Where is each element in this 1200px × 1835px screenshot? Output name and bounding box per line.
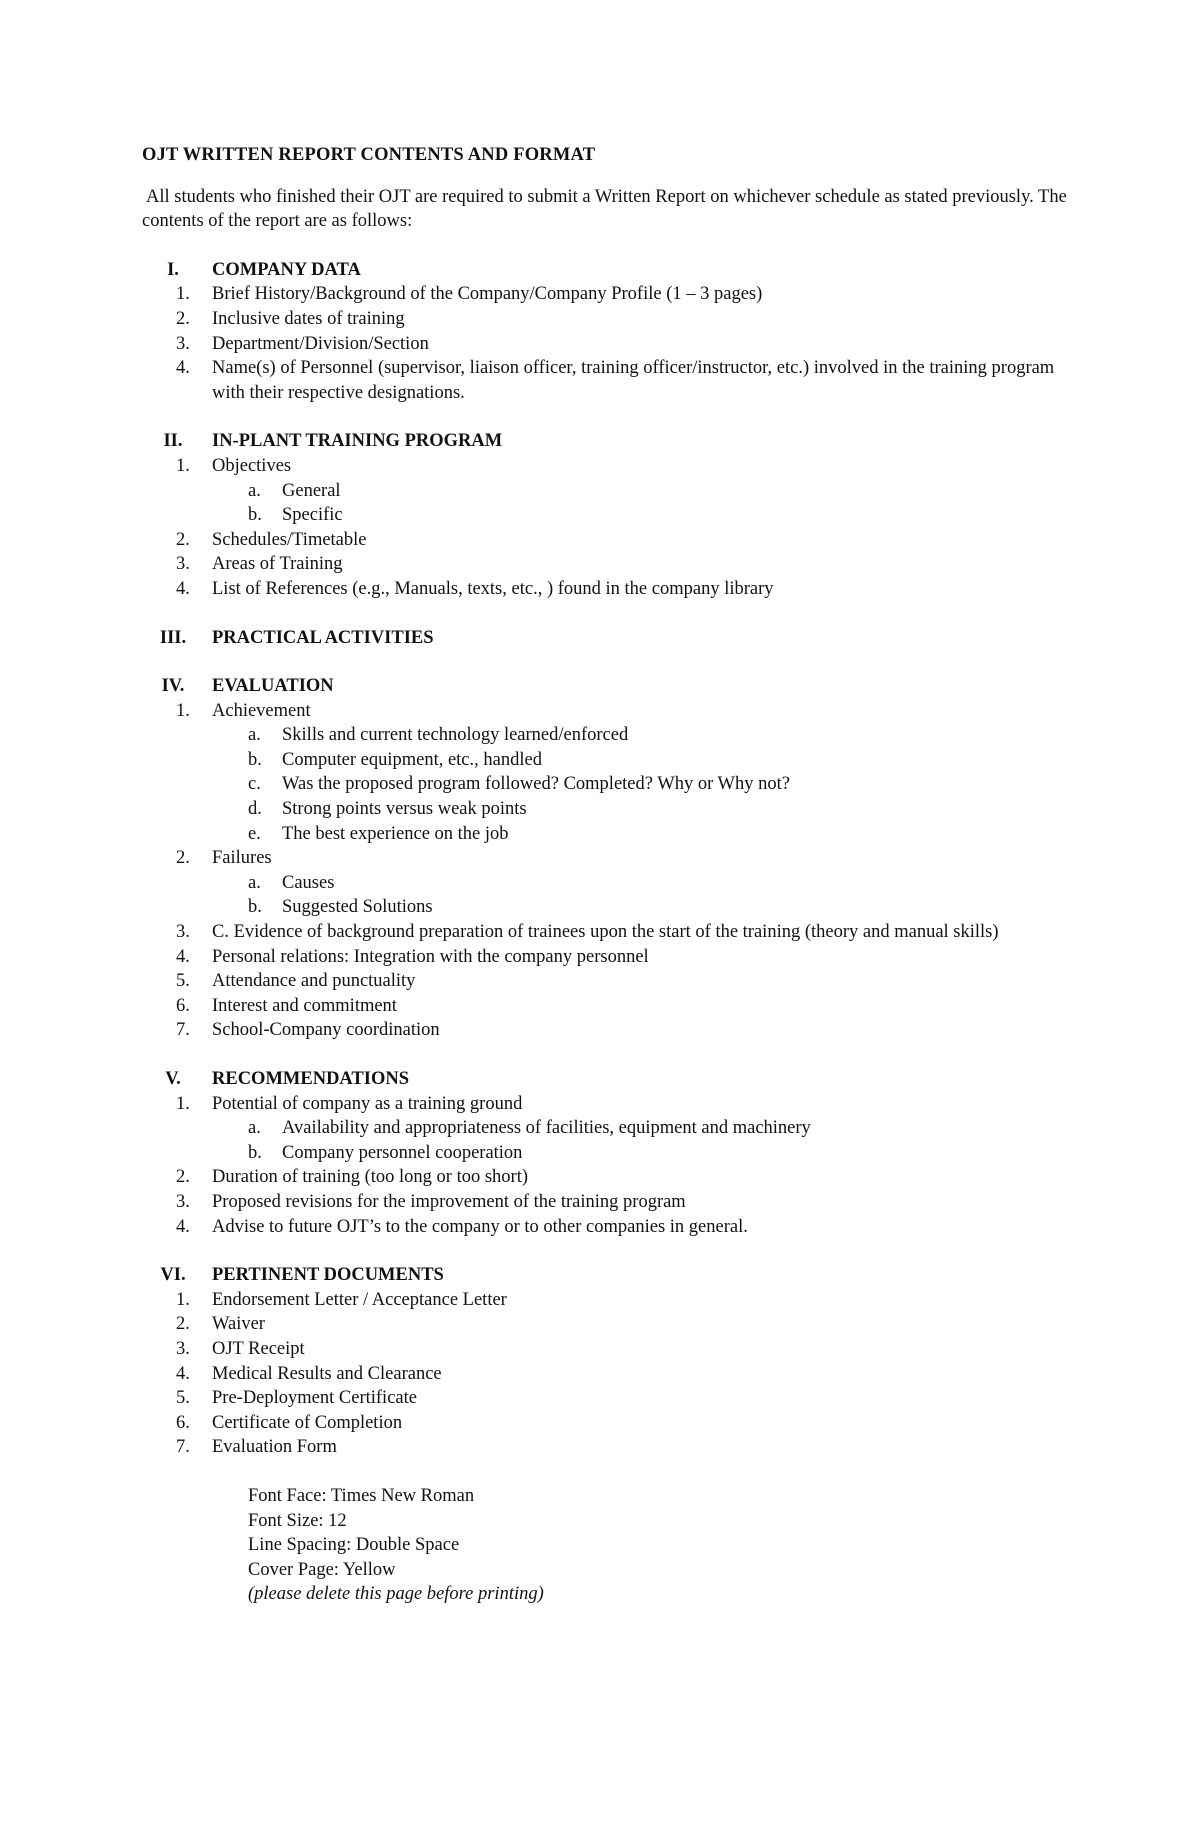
list-item-number: 1. (176, 455, 190, 476)
list-item-number: 2. (176, 848, 190, 869)
section-numeral: IV. (161, 676, 185, 697)
sub-list-item-text: Computer equipment, etc., handled (282, 749, 542, 770)
section-title: COMPANY DATA (212, 259, 361, 280)
list-item-number: 1. (176, 284, 190, 305)
list-item-number: 3. (176, 1338, 190, 1359)
sub-list-item (142, 479, 1072, 504)
list-item (142, 945, 1072, 970)
sub-list-item (142, 723, 1072, 748)
sub-list-item (142, 503, 1072, 528)
list-item (142, 552, 1072, 577)
list-item-number: 2. (176, 529, 190, 550)
section (142, 1263, 1072, 1460)
list-item (142, 920, 1072, 945)
list-item-number: 5. (176, 1388, 190, 1409)
list-item-text: Evaluation Form (212, 1437, 337, 1458)
list-item (142, 1215, 1072, 1240)
list-item (142, 1190, 1072, 1215)
list-item-text: Waiver (212, 1314, 265, 1335)
list-item (142, 1165, 1072, 1190)
section-numeral: III. (159, 627, 187, 648)
section (142, 1067, 1072, 1239)
list-item-text: Inclusive dates of training (212, 308, 405, 329)
list-item-text: List of References (e.g., Manuals, texts, etc., ) found in the company library (212, 578, 774, 599)
list-item-text: Medical Results and Clearance (212, 1363, 442, 1384)
note-delete-instruction: (please delete this page before printing) (248, 1584, 544, 1605)
section-title: EVALUATION (212, 676, 334, 697)
section-heading (142, 429, 1072, 454)
sub-list-item-letter: b. (248, 749, 262, 770)
list-item-text: Failures (212, 848, 272, 869)
sub-list-item-text: Availability and appropriateness of facilities, equipment and machinery (282, 1118, 811, 1139)
sub-list-item-text: Company personnel cooperation (282, 1142, 523, 1163)
list-item-number: 1. (176, 700, 190, 721)
list-item (142, 1312, 1072, 1337)
list-item-text: Department/Division/Section (212, 333, 429, 354)
list-item-number: 6. (176, 1412, 190, 1433)
list-item (142, 1386, 1072, 1411)
list-item (142, 1362, 1072, 1387)
list-item-text: OJT Receipt (212, 1338, 305, 1359)
sub-list-item-letter: b. (248, 1142, 262, 1163)
list-item-number: 4. (176, 946, 190, 967)
note-cover-page: Cover Page: Yellow (248, 1559, 396, 1580)
sub-list-item-letter: b. (248, 897, 262, 918)
sub-list-item-letter: b. (248, 505, 262, 526)
list-item-text: Name(s) of Personnel (supervisor, liaison officer, training officer/instructor, etc.) involved in the training program with their respective designations. (212, 358, 1055, 403)
list-item (142, 454, 1072, 479)
sub-list-item (142, 1141, 1072, 1166)
sub-list-item (142, 895, 1072, 920)
list-item-text: School-Company coordination (212, 1020, 440, 1041)
section (142, 674, 1072, 1043)
list-item-number: 7. (176, 1020, 190, 1041)
list-item-text: Interest and commitment (212, 995, 397, 1016)
sub-list-item-text: Suggested Solutions (282, 897, 433, 918)
list-item-text: C. Evidence of background preparation of trainees upon the start of the training (theory and manual skills) (212, 922, 999, 943)
document-body (142, 143, 1072, 1607)
section-numeral: VI. (160, 1265, 186, 1286)
list-item-text: Achievement (212, 700, 311, 721)
list-item (142, 332, 1072, 357)
note-font-size: Font Size: 12 (248, 1510, 347, 1531)
sub-list-item-letter: a. (248, 1118, 261, 1139)
list-item-number: 6. (176, 995, 190, 1016)
list-item (142, 994, 1072, 1019)
section-numeral: II. (163, 431, 183, 452)
list-item-number: 4. (176, 1363, 190, 1384)
sections-container (142, 258, 1072, 1460)
list-item (142, 577, 1072, 602)
sub-list-item-letter: a. (248, 725, 261, 746)
list-item-text: Proposed revisions for the improvement of the training program (212, 1191, 686, 1212)
section-heading (142, 1067, 1072, 1092)
section-heading (142, 626, 1072, 651)
section (142, 429, 1072, 601)
note-line-spacing: Line Spacing: Double Space (248, 1535, 460, 1556)
page-title: OJT WRITTEN REPORT CONTENTS AND FORMAT (142, 145, 596, 165)
list-item-text: Endorsement Letter / Acceptance Letter (212, 1289, 507, 1310)
list-item-number: 2. (176, 308, 190, 329)
sub-list-item-letter: a. (248, 480, 261, 501)
list-item-text: Personal relations: Integration with the company personnel (212, 946, 649, 967)
list-item-number: 1. (176, 1093, 190, 1114)
list-item-text: Potential of company as a training ground (212, 1093, 523, 1114)
list-item-number: 3. (176, 554, 190, 575)
section-title: IN-PLANT TRAINING PROGRAM (212, 431, 503, 452)
list-item-text: Duration of training (too long or too short) (212, 1167, 528, 1188)
note-font-face: Font Face: Times New Roman (248, 1485, 475, 1506)
sub-list-item-text: General (282, 480, 341, 501)
list-item (142, 1337, 1072, 1362)
list-item-number: 2. (176, 1167, 190, 1188)
sub-list-item (142, 772, 1072, 797)
sub-list-item-letter: e. (248, 823, 261, 844)
list-item (142, 528, 1072, 553)
list-item-number: 5. (176, 971, 190, 992)
section-title: PERTINENT DOCUMENTS (212, 1265, 444, 1286)
sub-list-item-text: Skills and current technology learned/enforced (282, 725, 629, 746)
sub-list-item-text: The best experience on the job (282, 823, 509, 844)
sub-list-item (142, 822, 1072, 847)
section-numeral: I. (167, 259, 179, 280)
list-item-number: 3. (176, 333, 190, 354)
list-item (142, 699, 1072, 724)
list-item-text: Attendance and punctuality (212, 971, 416, 992)
sub-list-item-text: Was the proposed program followed? Completed? Why or Why not? (282, 774, 790, 795)
list-item (142, 356, 1072, 405)
section-heading (142, 1263, 1072, 1288)
list-item (142, 969, 1072, 994)
list-item-number: 4. (176, 358, 190, 379)
sub-list-item (142, 871, 1072, 896)
list-item-number: 1. (176, 1289, 190, 1310)
section-numeral: V. (165, 1069, 181, 1089)
list-item-number: 3. (176, 922, 190, 943)
list-item-text: Certificate of Completion (212, 1412, 403, 1433)
list-item (142, 846, 1072, 871)
sub-list-item-text: Strong points versus weak points (282, 799, 527, 820)
list-item (142, 1411, 1072, 1436)
list-item (142, 1435, 1072, 1460)
section-title: PRACTICAL ACTIVITIES (212, 627, 434, 648)
sub-list-item-text: Specific (282, 505, 343, 526)
sub-list-item (142, 1116, 1072, 1141)
sub-list-item (142, 797, 1072, 822)
format-notes (248, 1484, 1072, 1607)
section-title: RECOMMENDATIONS (212, 1069, 409, 1089)
sub-list-item-text: Causes (282, 872, 335, 893)
list-item (142, 282, 1072, 307)
intro-paragraph: All students who finished their OJT are required to submit a Written Report on whichever schedule as stated previously. The contents of the report are as follows: (142, 186, 1067, 232)
list-item (142, 1092, 1072, 1117)
section (142, 626, 1072, 651)
list-item-number: 3. (176, 1191, 190, 1212)
list-item-text: Advise to future OJT’s to the company or to other companies in general. (212, 1216, 748, 1237)
list-item-text: Schedules/Timetable (212, 529, 367, 550)
section-heading (142, 258, 1072, 283)
sub-list-item-letter: a. (248, 872, 261, 893)
list-item-text: Brief History/Background of the Company/Company Profile (1 – 3 pages) (212, 284, 763, 305)
list-item (142, 1288, 1072, 1313)
list-item-number: 4. (176, 1216, 190, 1237)
list-item-text: Pre-Deployment Certificate (212, 1388, 417, 1409)
list-item (142, 1018, 1072, 1043)
sub-list-item (142, 748, 1072, 773)
section-heading (142, 674, 1072, 699)
list-item-text: Areas of Training (212, 554, 343, 575)
list-item-number: 4. (176, 578, 190, 599)
list-item (142, 307, 1072, 332)
section (142, 258, 1072, 406)
list-item-text: Objectives (212, 455, 292, 476)
sub-list-item-letter: d. (248, 799, 262, 820)
list-item-number: 7. (176, 1437, 190, 1458)
list-item-number: 2. (176, 1314, 190, 1335)
sub-list-item-letter: c. (248, 774, 261, 795)
